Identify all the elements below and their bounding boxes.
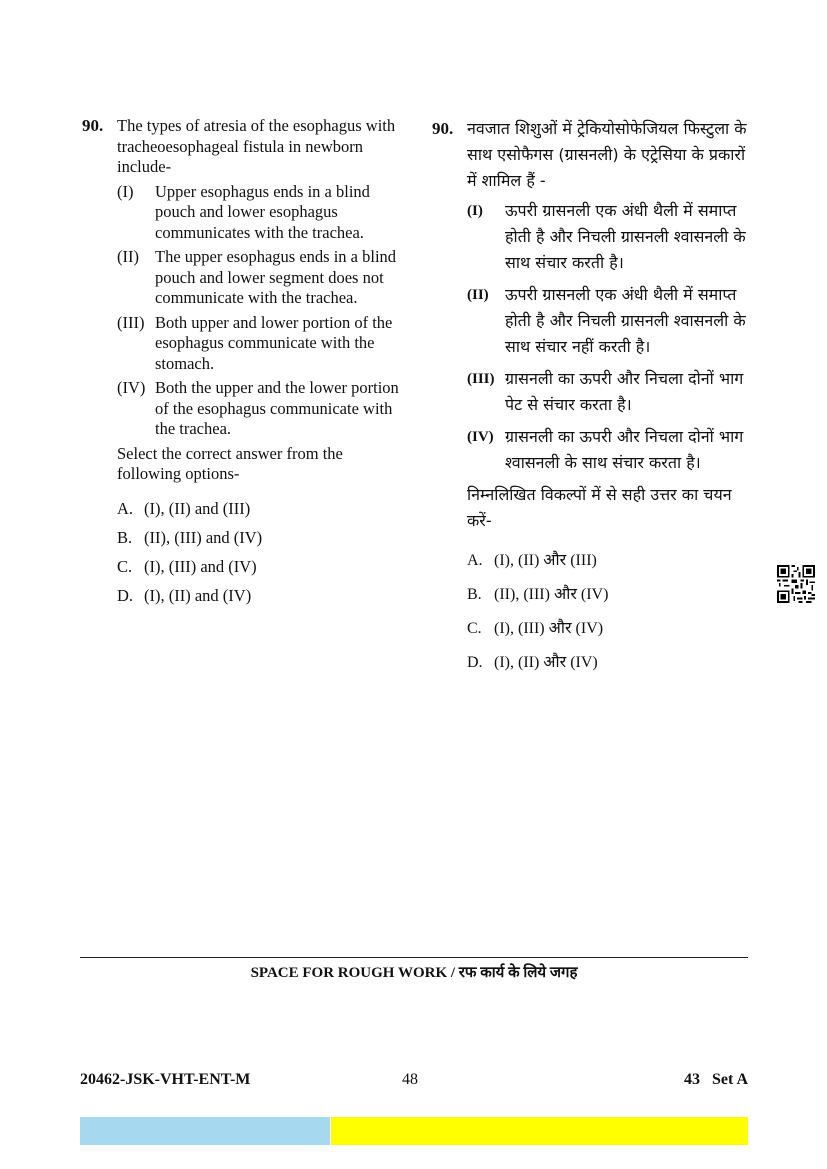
question-stem: The types of atresia of the esophagus with tracheoesophageal fistula in newborn include- [117, 116, 396, 176]
statement-number: (I) [117, 181, 134, 201]
option-a[interactable] [467, 544, 752, 578]
option-b[interactable] [117, 524, 402, 553]
statement-number: (II) [467, 287, 489, 303]
statement-number: (IV) [117, 378, 146, 397]
option-c[interactable] [467, 612, 752, 646]
set-label: 43 Set A [684, 1071, 748, 1088]
statement-text: Upper esophagus ends in a blind pouch and lower esophagus communicates with the trachea. [155, 181, 370, 242]
statement-number: (I) [467, 203, 483, 219]
option-letter: B. [467, 586, 482, 603]
option-text: (II), (III) and (IV) [144, 527, 263, 547]
question-number: 90. [432, 119, 454, 138]
option-list [117, 495, 402, 611]
question-stem-row [82, 116, 402, 178]
option-a[interactable] [117, 495, 402, 524]
option-letter: A. [117, 498, 134, 518]
statement-item [467, 424, 752, 476]
option-b[interactable] [467, 578, 752, 612]
option-letter: A. [467, 552, 483, 569]
statement-number: (III) [467, 371, 495, 387]
option-c[interactable] [117, 553, 402, 582]
option-text: (I), (II) और (IV) [494, 654, 598, 671]
statement-item [117, 313, 402, 375]
option-text: (I), (II) and (IV) [144, 585, 252, 605]
page-number: 48 [402, 1071, 418, 1088]
option-d[interactable] [467, 646, 752, 680]
statement-text: Both upper and lower portion of the esophagus communicate with the stomach. [155, 312, 393, 373]
paper-code: 20462-JSK-VHT-ENT-M [80, 1071, 251, 1088]
option-d[interactable] [117, 582, 402, 611]
statement-item [117, 182, 402, 244]
statement-text: The upper esophagus ends in a blind pouch and lower segment does not communicate with the trachea. [155, 247, 397, 307]
statement-text: ऊपरी ग्रासनली एक अंधी थैली में समाप्त होती है और निचली ग्रासनली श्वासनली के साथ संचार नहीं करती है। [505, 285, 746, 356]
option-text: (I), (II) और (III) [494, 552, 597, 569]
rough-work-label: SPACE FOR ROUGH WORK / रफ कार्य के लिये जगह [250, 965, 578, 981]
question-stem: नवजात शिशुओं में ट्रेकियोसोफेजियल फिस्टुला के साथ एसोफैगस (ग्रासनली) के एट्रेसिया के प्रकारों में शामिल हैं - [467, 119, 747, 190]
statement-item [117, 247, 402, 309]
option-text: (II), (III) और (IV) [494, 586, 609, 603]
statement-number: (IV) [467, 429, 494, 445]
statement-list [117, 182, 402, 440]
statement-text: ऊपरी ग्रासनली एक अंधी थैली में समाप्त होती है और निचली ग्रासनली श्वासनली के साथ संचार करती है। [505, 201, 746, 272]
option-letter: C. [117, 556, 133, 576]
option-text: (I), (III) and (IV) [144, 556, 257, 576]
option-letter: D. [467, 654, 483, 671]
divider [80, 957, 748, 958]
question-stem-row [432, 116, 752, 194]
option-letter: D. [117, 585, 134, 605]
select-instruction: Select the correct answer from the following options- [117, 443, 343, 483]
statement-item [467, 366, 752, 418]
option-letter: B. [117, 527, 133, 547]
statement-text: ग्रासनली का ऊपरी और निचला दोनों भाग पेट से संचार करता है। [505, 369, 744, 414]
question-english [82, 116, 402, 611]
select-instruction: निम्नलिखित विकल्पों में से सही उत्तर का चयन करें- [467, 485, 732, 530]
question-number: 90. [82, 116, 104, 135]
option-letter: C. [467, 620, 482, 637]
option-list [467, 544, 752, 680]
option-text: (I), (II) and (III) [144, 498, 251, 518]
option-text: (I), (III) और (IV) [494, 620, 604, 637]
statement-item [117, 378, 402, 440]
statement-text: ग्रासनली का ऊपरी और निचला दोनों भाग श्वासनली के साथ संचार करता है। [505, 427, 744, 472]
question-hindi [432, 116, 752, 680]
footer-bar-yellow [331, 1117, 748, 1145]
qr-code-icon [777, 565, 815, 603]
footer-bar-blue [80, 1117, 330, 1145]
statement-item [467, 282, 752, 360]
statement-item [467, 198, 752, 276]
statement-list [467, 198, 752, 476]
statement-number: (III) [117, 312, 145, 332]
statement-number: (II) [117, 247, 139, 266]
statement-text: Both the upper and the lower portion of the esophagus communicate with the trachea. [155, 378, 399, 438]
